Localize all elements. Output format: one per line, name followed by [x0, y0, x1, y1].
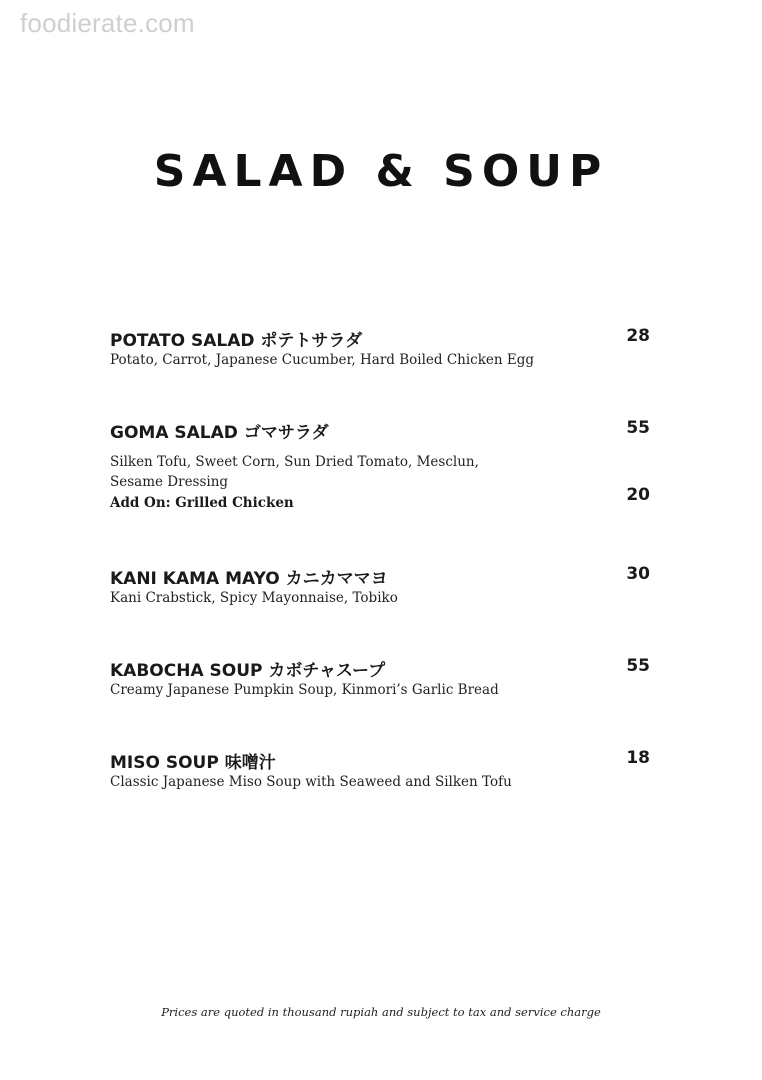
menu-item-miso-soup	[110, 748, 650, 792]
watermark: foodierate.com	[20, 8, 195, 38]
menu-item-header	[110, 656, 650, 680]
menu-item-goma-salad	[110, 418, 650, 512]
menu-item-description: Kani Crabstick, Spicy Mayonnaise, Tobiko	[110, 590, 398, 606]
menu-item-header	[110, 748, 650, 772]
menu-item-kabocha-soup	[110, 656, 650, 700]
menu-item-name: KABOCHA SOUP カボチャスープ	[110, 661, 386, 681]
menu-item-name: MISO SOUP 味噌汁	[110, 753, 276, 773]
menu-item-description: Creamy Japanese Pumpkin Soup, Kinmori’s Garlic Bread	[110, 682, 499, 698]
menu-item-header	[110, 418, 650, 452]
menu-item-name: GOMA SALAD ゴマサラダ	[110, 423, 329, 443]
menu-item-description: Classic Japanese Miso Soup with Seaweed and Silken Tofu	[110, 774, 512, 790]
page-title: SALAD & SOUP	[153, 146, 609, 197]
menu-item-description: Silken Tofu, Sweet Corn, Sun Dried Tomato, Mesclun, Sesame Dressing	[110, 454, 479, 490]
menu-item-header	[110, 326, 650, 350]
menu-item-price: 18	[626, 748, 650, 768]
price-footnote: Prices are quoted in thousand rupiah and subject to tax and service charge	[161, 1005, 601, 1019]
menu-item-price: 55	[626, 418, 650, 438]
menu-item-name: POTATO SALAD ポテトサラダ	[110, 331, 363, 351]
menu-item-kani-kama-mayo	[110, 564, 650, 608]
menu-item-price: 55	[626, 656, 650, 676]
menu-item-price: 30	[626, 564, 650, 584]
addon-price: 20	[626, 485, 650, 505]
menu-item-name: KANI KAMA MAYO カニカママヨ	[110, 569, 388, 589]
addon-label: Add On: Grilled Chicken	[110, 495, 294, 511]
menu-item-header	[110, 564, 650, 588]
menu-item-potato-salad	[110, 326, 650, 370]
menu-item-addon	[110, 485, 650, 512]
menu-item-description: Potato, Carrot, Japanese Cucumber, Hard Boiled Chicken Egg	[110, 352, 535, 368]
menu-item-price: 28	[626, 326, 650, 346]
